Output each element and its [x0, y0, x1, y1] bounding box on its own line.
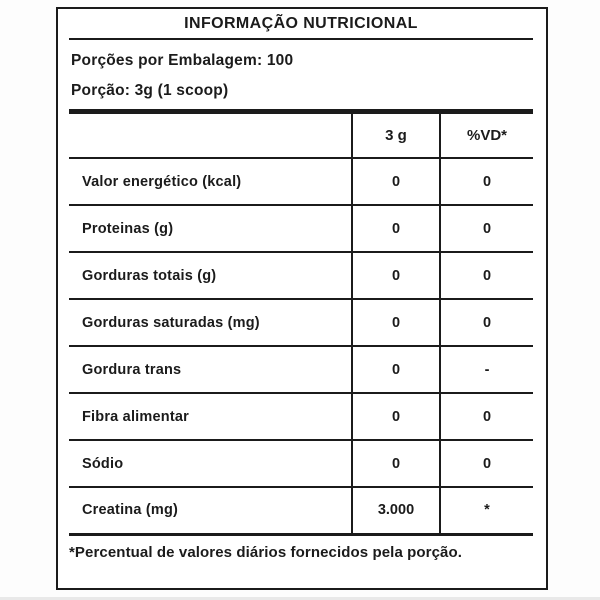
nutrient-daily-value: * — [440, 487, 533, 534]
table-row — [69, 487, 533, 534]
table-row — [69, 205, 533, 252]
nutrient-label: Fibra alimentar — [69, 393, 352, 440]
servings-per-package: Porções por Embalagem: 100 — [71, 52, 294, 69]
column-header-amount: 3 g — [352, 114, 440, 158]
nutrient-label: Gorduras totais (g) — [69, 252, 352, 299]
nutrient-daily-value: 0 — [440, 252, 533, 299]
nutrition-label-title: INFORMAÇÃO NUTRICIONAL — [69, 9, 533, 40]
table-header-row — [69, 114, 533, 158]
daily-value-footnote: *Percentual de valores diários fornecidos pela porção. — [69, 543, 463, 561]
serving-size: Porção: 3g (1 scoop) — [71, 82, 229, 99]
nutrient-amount: 0 — [352, 440, 440, 487]
nutrient-amount: 0 — [352, 158, 440, 205]
nutrient-amount: 0 — [352, 393, 440, 440]
table-row — [69, 346, 533, 393]
nutrition-label — [56, 7, 548, 590]
nutrient-daily-value: - — [440, 346, 533, 393]
nutrient-daily-value: 0 — [440, 393, 533, 440]
nutrient-daily-value: 0 — [440, 158, 533, 205]
table-row — [69, 252, 533, 299]
table-row — [69, 299, 533, 346]
nutrition-table — [69, 114, 533, 536]
serving-info — [69, 40, 533, 106]
nutrient-label: Creatina (mg) — [69, 487, 352, 534]
nutrient-label: Gordura trans — [69, 346, 352, 393]
table-row — [69, 158, 533, 205]
nutrient-daily-value: 0 — [440, 440, 533, 487]
nutrient-amount: 0 — [352, 299, 440, 346]
nutrient-amount: 3.000 — [352, 487, 440, 534]
table-row — [69, 440, 533, 487]
nutrient-amount: 0 — [352, 346, 440, 393]
nutrient-label: Proteinas (g) — [69, 205, 352, 252]
nutrient-daily-value: 0 — [440, 299, 533, 346]
nutrient-label: Gorduras saturadas (mg) — [69, 299, 352, 346]
table-row — [69, 393, 533, 440]
nutrient-daily-value: 0 — [440, 205, 533, 252]
nutrient-amount: 0 — [352, 252, 440, 299]
column-header-daily-value: %VD* — [440, 114, 533, 158]
nutrient-amount: 0 — [352, 205, 440, 252]
nutrient-label: Valor energético (kcal) — [69, 158, 352, 205]
nutrient-label: Sódio — [69, 440, 352, 487]
column-header-nutrient — [69, 114, 352, 158]
